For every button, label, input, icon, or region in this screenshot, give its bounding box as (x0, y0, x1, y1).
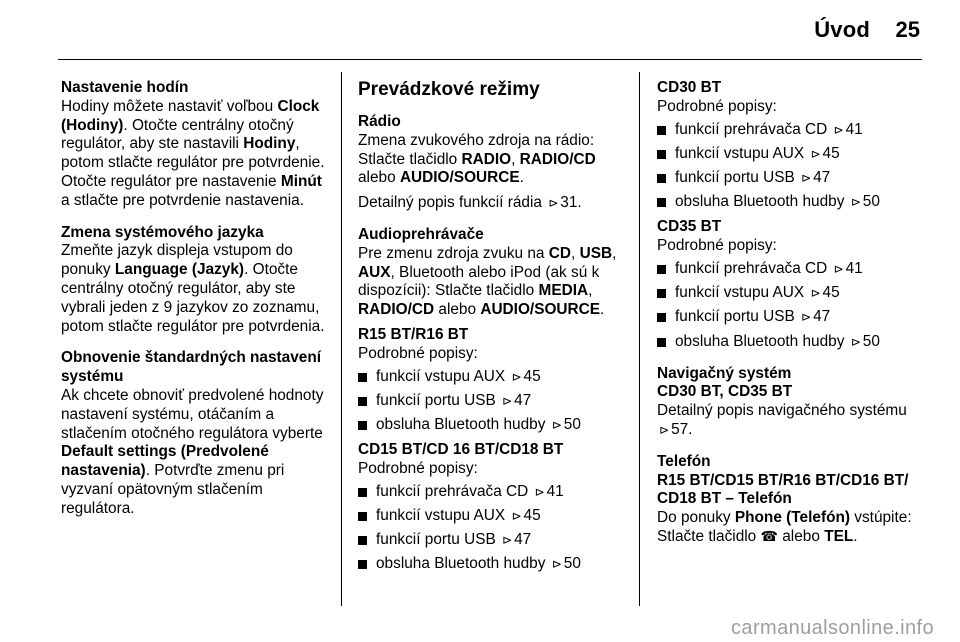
list-item (358, 392, 630, 411)
clock-menu-label: Clock (Hodiny) (61, 97, 320, 134)
page-ref-arrow-icon: ⊳ (502, 533, 513, 548)
radio-cd-key-label: RADIO/CD (358, 301, 435, 319)
cd30-list (657, 121, 925, 213)
header-rule (58, 59, 922, 60)
phone-heading: Telefón (657, 452, 711, 470)
text: funkcií prehrávača CD (675, 120, 832, 138)
text: , potom stlačte regulátor pre potvrdenie. Otočte regulátor pre nastavenie (61, 135, 325, 190)
page-ref-arrow-icon: ⊳ (511, 369, 522, 384)
page-number: 25 (895, 17, 920, 42)
default-settings-label: Default settings (Predvolené nastavenia) (61, 443, 269, 480)
list-item (657, 193, 925, 212)
page-ref-arrow-icon: ⊳ (511, 508, 522, 523)
page-ref: 41 (546, 482, 564, 500)
page-ref: 31. (560, 194, 582, 212)
column-left (61, 79, 333, 519)
aux-label: AUX (358, 263, 391, 281)
text: funkcií prehrávača CD (376, 482, 533, 500)
page-ref-arrow-icon: ⊳ (810, 286, 821, 301)
navigation-paragraph (657, 402, 925, 440)
radio-heading: Rádio (358, 113, 401, 130)
text: . (600, 301, 605, 319)
tel-key-label: TEL (824, 527, 854, 545)
text: funkcií portu USB (376, 391, 501, 409)
text: . (853, 527, 858, 545)
page-ref-arrow-icon: ⊳ (850, 334, 861, 349)
language-heading: Zmena systémového jazyka (61, 223, 264, 241)
text: Zmeňte jazyk displeja vstupom do ponuky (61, 242, 293, 279)
page-ref-arrow-icon: ⊳ (833, 261, 844, 276)
text: alebo (777, 527, 825, 545)
column-divider-1 (341, 72, 342, 606)
text: Pre zmenu zdroja zvuku na (358, 244, 549, 262)
text: funkcií portu USB (376, 531, 501, 549)
page-ref: 50 (862, 193, 880, 211)
list-item (358, 555, 630, 574)
navigation-heading: Navigačný systém (657, 364, 792, 382)
text: obsluha Bluetooth hudby (675, 193, 849, 211)
list-item (657, 260, 925, 279)
text: , Bluetooth alebo iPod (ak sú k dispozícii): Stlačte tlačidlo (358, 263, 600, 300)
text: obsluha Bluetooth hudby (675, 332, 849, 350)
cd15-list (358, 483, 630, 575)
phone-menu-label: Phone (Telefón) (734, 509, 850, 527)
cd-label: CD (548, 244, 572, 262)
text: funkcií portu USB (675, 308, 800, 326)
audio-paragraph (358, 245, 630, 320)
page-ref: 45 (523, 506, 541, 524)
text: obsluha Bluetooth hudby (376, 555, 550, 573)
text: Do ponuky (657, 509, 735, 527)
phone-key-icon: ☎ (760, 528, 778, 545)
page-ref-arrow-icon: ⊳ (801, 171, 812, 186)
radio-detail (358, 194, 630, 213)
cd30-sub: Podrobné popisy: (657, 97, 777, 115)
page-ref: 41 (845, 259, 863, 277)
navigation-sub: CD30 BT, CD35 BT (657, 383, 793, 401)
media-key-label: MEDIA (538, 282, 589, 300)
page-ref: 57. (671, 420, 693, 438)
text: , (511, 150, 520, 168)
text: obsluha Bluetooth hudby (376, 416, 550, 434)
radio-paragraph (358, 132, 630, 188)
cd35-list (657, 260, 925, 352)
hours-label: Hodiny (243, 135, 296, 153)
text: , (612, 244, 617, 262)
list-item (358, 531, 630, 550)
page-title: Úvod (814, 17, 870, 42)
text: alebo (358, 169, 400, 187)
text: funkcií vstupu AUX (675, 144, 809, 162)
text: funkcií vstupu AUX (376, 506, 510, 524)
text: Detailný popis navigačného systému (657, 402, 907, 420)
language-menu-label: Language (Jazyk) (114, 261, 245, 279)
watermark: carmanualsonline.info (731, 617, 934, 639)
list-item (358, 483, 630, 502)
r15-heading: R15 BT/R16 BT (358, 325, 469, 343)
text: funkcií vstupu AUX (675, 284, 809, 302)
list-item (657, 121, 925, 140)
text: Hodiny môžete nastaviť voľbou (61, 97, 278, 115)
phone-paragraph (657, 509, 925, 547)
audio-source-key-label: AUDIO/SOURCE (399, 169, 520, 187)
reset-paragraph (61, 387, 333, 519)
list-item (657, 308, 925, 327)
page-ref: 47 (514, 531, 532, 549)
cd15-heading: CD15 BT/CD 16 BT/CD18 BT (358, 440, 564, 458)
language-paragraph (61, 242, 333, 336)
page-ref-arrow-icon: ⊳ (548, 196, 559, 211)
page-ref: 47 (514, 391, 532, 409)
text: . Otočte centrálny otočný regulátor, aby ste nastavili (61, 116, 294, 153)
page-ref-arrow-icon: ⊳ (551, 557, 562, 572)
text: . Potvrďte zmenu pri vyzvaní opätovným stlačením regulátora. (61, 462, 285, 517)
audio-heading: Audioprehrávače (358, 225, 484, 243)
section-title: Prevádzkové režimy (358, 79, 540, 100)
list-item (358, 368, 630, 387)
text: funkcií portu USB (675, 169, 800, 187)
list-item (657, 333, 925, 352)
radio-cd-key-label: RADIO/CD (519, 150, 596, 168)
usb-label: USB (579, 244, 613, 262)
page-ref-arrow-icon: ⊳ (551, 418, 562, 433)
page-ref: 45 (822, 144, 840, 162)
page-ref-arrow-icon: ⊳ (659, 422, 670, 437)
radio-key-label: RADIO (461, 150, 512, 168)
audio-source-key-label: AUDIO/SOURCE (480, 301, 601, 319)
page-ref-arrow-icon: ⊳ (502, 393, 513, 408)
text: Zmena zvukového zdroja na rádio: Stlačte tlačidlo (358, 131, 595, 168)
text: , (588, 282, 593, 300)
list-item (657, 284, 925, 303)
page-ref: 47 (813, 169, 831, 187)
r15-sub: Podrobné popisy: (358, 344, 478, 362)
page-ref: 45 (822, 284, 840, 302)
list-item (657, 169, 925, 188)
list-item (657, 145, 925, 164)
page-ref: 41 (845, 120, 863, 138)
text: Ak chcete obnoviť predvolené hodnoty nastavení systému, otáčaním a stlačením otočného regulátora vyberte (61, 386, 324, 442)
cd15-sub: Podrobné popisy: (358, 459, 478, 477)
column-middle (358, 79, 630, 574)
page-ref-arrow-icon: ⊳ (833, 122, 844, 137)
page-ref: 50 (862, 332, 880, 350)
minutes-label: Minút (280, 172, 322, 190)
page-ref-arrow-icon: ⊳ (534, 484, 545, 499)
column-divider-2 (639, 72, 640, 606)
page-ref: 50 (563, 416, 581, 434)
column-right (657, 79, 925, 547)
text: a stlačte pre potvrdenie nastavenia. (61, 191, 304, 209)
clock-heading: Nastavenie hodín (61, 79, 189, 96)
text: . (519, 169, 524, 187)
text: Detailný popis funkcií rádia (358, 194, 547, 212)
page-header (0, 0, 960, 60)
page-ref-arrow-icon: ⊳ (801, 310, 812, 325)
clock-paragraph (61, 98, 333, 211)
reset-heading: Obnovenie štandardných nastavení systému (61, 349, 322, 386)
text: alebo (434, 301, 481, 319)
text: , (571, 244, 580, 262)
phone-sub: R15 BT/CD15 BT/R16 BT/CD16 BT/ CD18 BT – Telefón (657, 471, 909, 508)
r15-list (358, 368, 630, 435)
cd35-sub: Podrobné popisy: (657, 237, 777, 255)
cd30-heading: CD30 BT (657, 79, 722, 96)
page-ref: 47 (813, 308, 831, 326)
text: . Otočte centrálny otočný regulátor, aby ste vybrali jeden z 9 jazykov zo zoznamu, potom stlačte regulátor pre potvrdenia. (61, 261, 325, 335)
page-ref: 45 (523, 367, 541, 385)
text: funkcií vstupu AUX (376, 367, 510, 385)
cd35-heading: CD35 BT (657, 218, 722, 236)
page-ref-arrow-icon: ⊳ (850, 195, 861, 210)
list-item (358, 507, 630, 526)
text: funkcií prehrávača CD (675, 259, 832, 277)
text: vstúpite: Stlačte tlačidlo (657, 509, 912, 545)
page-ref-arrow-icon: ⊳ (810, 146, 821, 161)
page-ref: 50 (563, 555, 581, 573)
list-item (358, 416, 630, 435)
